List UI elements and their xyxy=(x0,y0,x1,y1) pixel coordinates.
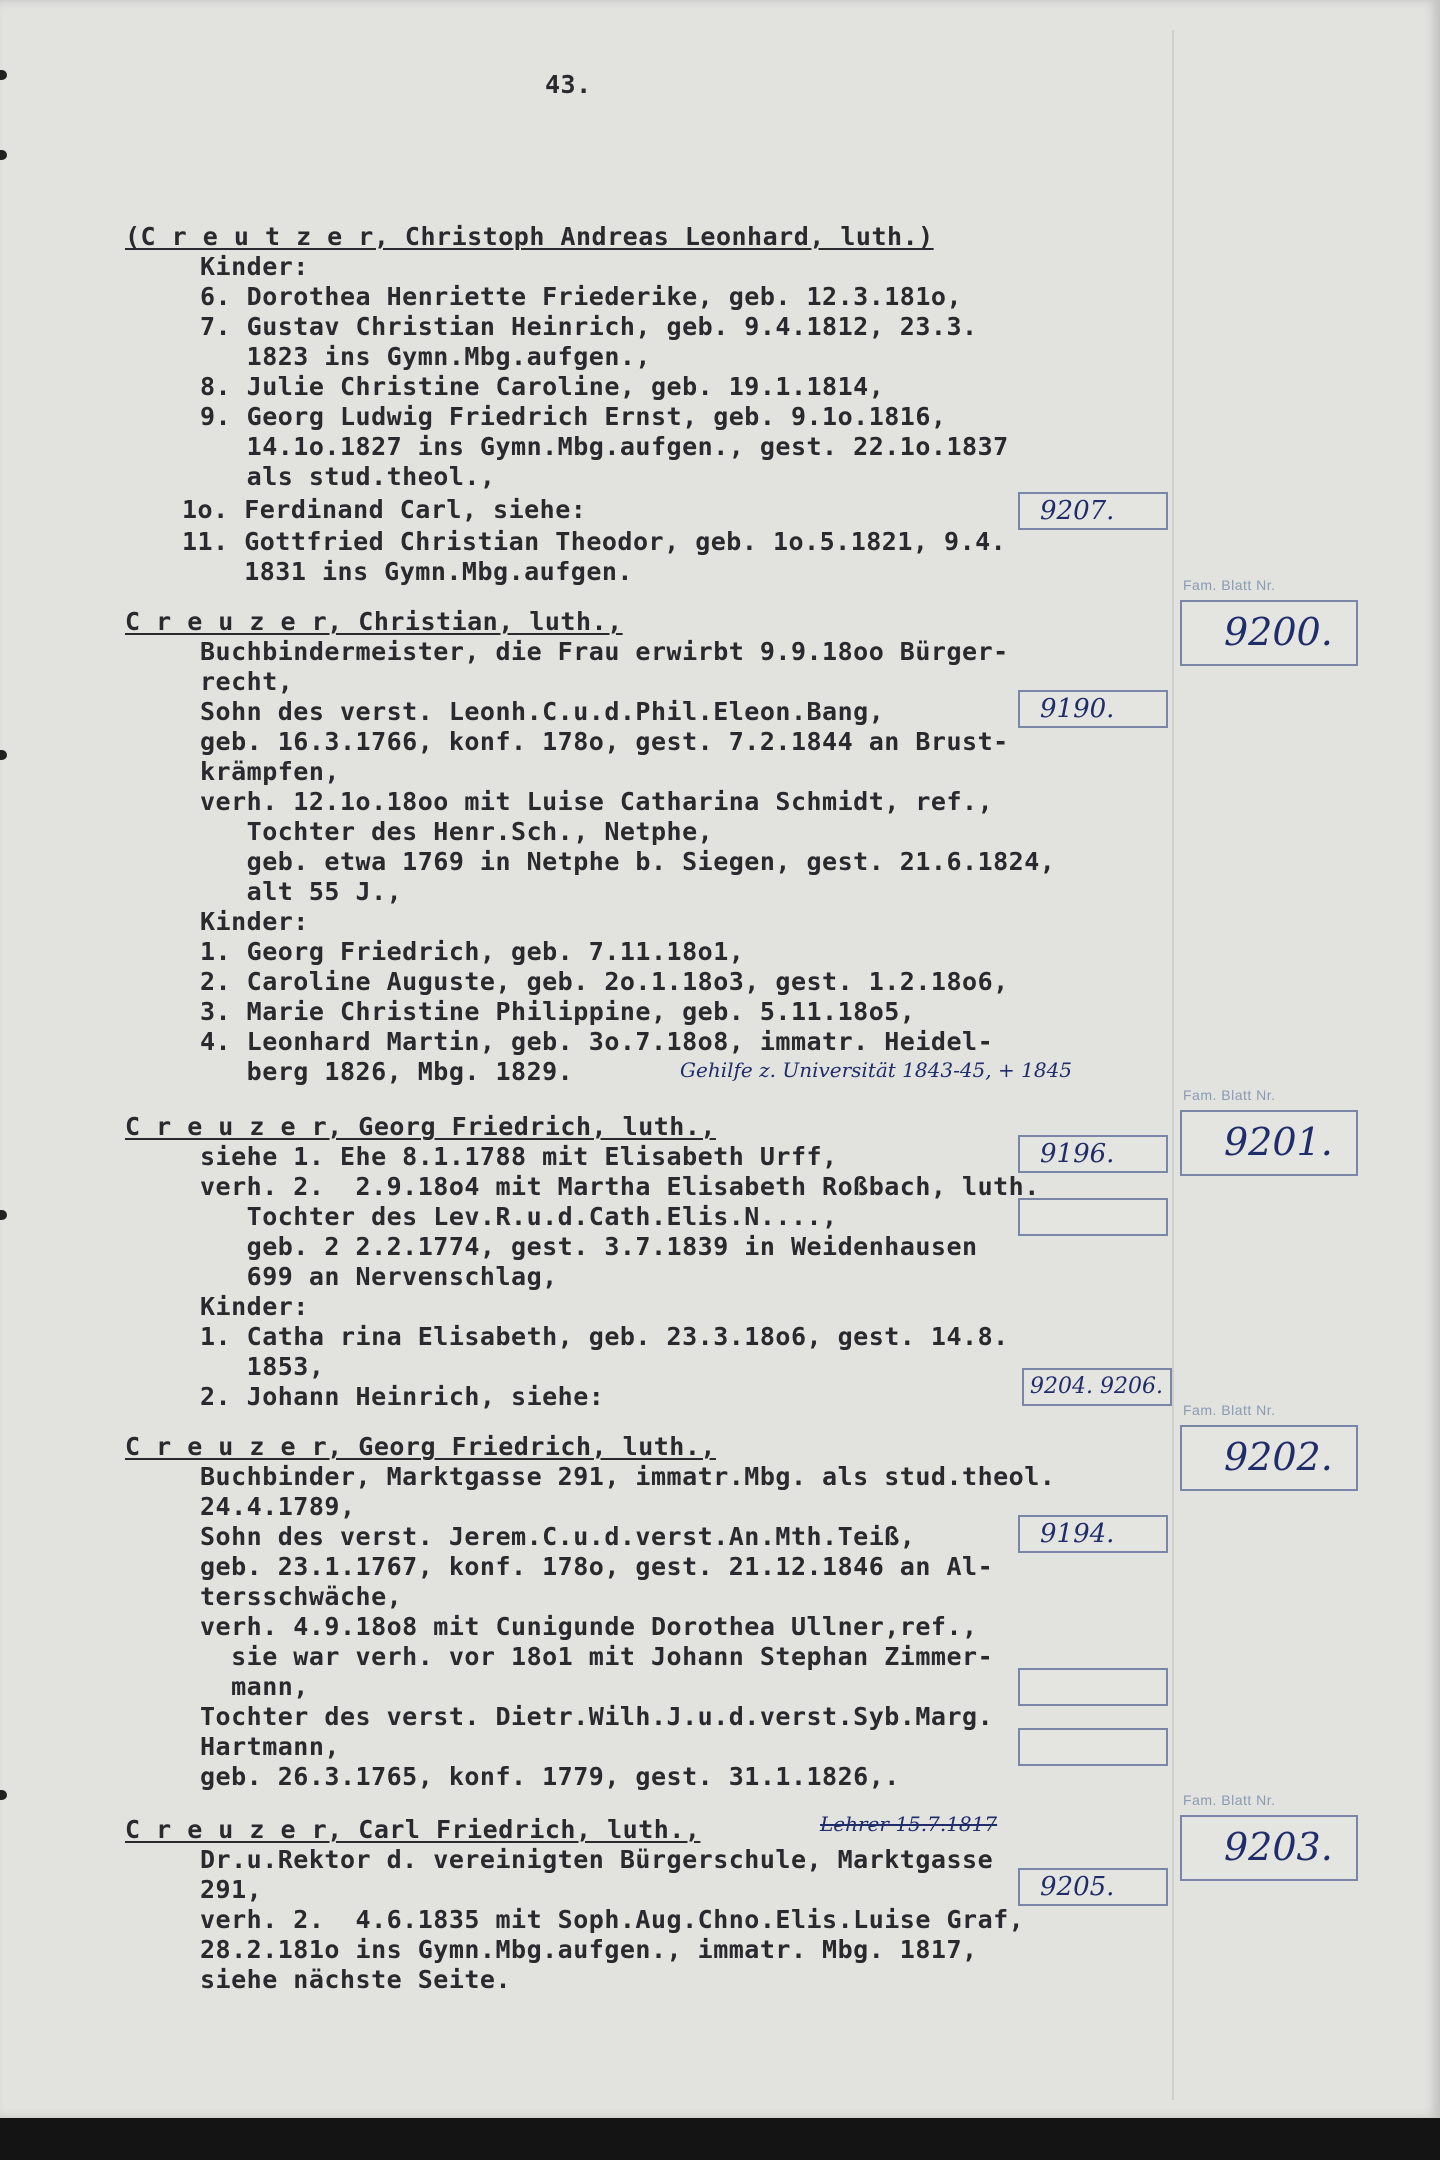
text-line: Kinder: xyxy=(200,907,309,936)
text-line: siehe nächste Seite. xyxy=(200,1965,512,1994)
text-line: recht, xyxy=(200,667,294,696)
text-line: geb. 2 2.2.1774, gest. 3.7.1839 in Weidenhausen xyxy=(200,1232,978,1261)
fam-blatt-label: Fam. Blatt Nr. xyxy=(1183,1087,1276,1103)
punch-hole xyxy=(0,750,7,760)
family-sheet-box: 9202. xyxy=(1180,1425,1358,1491)
scan-border xyxy=(0,2118,1440,2160)
text-line: sie war verh. vor 18o1 mit Johann Stephan Zimmer- xyxy=(200,1642,994,1671)
text-line: 699 an Nervenschlag, xyxy=(200,1262,558,1291)
text-line: Buchbinder, Marktgasse 291, immatr.Mbg. als stud.theol. xyxy=(200,1462,1056,1491)
text-line: 14.1o.1827 ins Gymn.Mbg.aufgen., gest. 22.1o.1837 xyxy=(200,432,1009,461)
text-line: als stud.theol., xyxy=(200,462,496,491)
entry-heading: C r e u z e r, Georg Friedrich, luth., xyxy=(125,1432,716,1461)
text-line: Hartmann, xyxy=(200,1732,340,1761)
entry-heading: C r e u z e r, Christian, luth., xyxy=(125,607,623,636)
reference-box: 9205. xyxy=(1018,1868,1168,1906)
family-sheet-box: 9201. xyxy=(1180,1110,1358,1176)
text-line: geb. 16.3.1766, konf. 178o, gest. 7.2.1844 an Brust- xyxy=(200,727,1009,756)
text-line: geb. etwa 1769 in Netphe b. Siegen, gest. 21.6.1824, xyxy=(200,847,1056,876)
text-line: verh. 2. 2.9.18o4 mit Martha Elisabeth Roßbach, luth. xyxy=(200,1172,1040,1201)
text-line: tersschwäche, xyxy=(200,1582,403,1611)
page-number: 43. xyxy=(545,70,592,99)
text-line: 24.4.1789, xyxy=(200,1492,356,1521)
text-line: Tochter des Lev.R.u.d.Cath.Elis.N...., xyxy=(200,1202,838,1231)
text-line: mann, xyxy=(200,1672,309,1701)
family-sheet-box: 9200. xyxy=(1180,600,1358,666)
handwritten-note: Gehilfe z. Universität 1843-45, + 1845 xyxy=(680,1058,1073,1082)
entry-heading: (C r e u t z e r, Christoph Andreas Leonhard, luth.) xyxy=(125,222,934,251)
text-line: berg 1826, Mbg. 1829. xyxy=(200,1057,574,1086)
text-line: Kinder: xyxy=(200,1292,309,1321)
entry-heading: C r e u z e r, Carl Friedrich, luth., xyxy=(125,1815,701,1844)
text-line: Tochter des verst. Dietr.Wilh.J.u.d.verst.Syb.Marg. xyxy=(200,1702,994,1731)
text-line: 1831 ins Gymn.Mbg.aufgen. xyxy=(182,557,633,586)
handwritten-note: Lehrer 15.7.1817 xyxy=(820,1812,998,1836)
text-line: 1. Georg Friedrich, geb. 7.11.18o1, xyxy=(200,937,745,966)
punch-hole xyxy=(0,1210,7,1220)
text-line: Kinder: xyxy=(200,252,309,281)
text-line: krämpfen, xyxy=(200,757,340,786)
punch-hole xyxy=(0,70,7,80)
text-line: Tochter des Henr.Sch., Netphe, xyxy=(200,817,714,846)
reference-box: 9204. 9206. xyxy=(1022,1368,1172,1406)
fam-blatt-label: Fam. Blatt Nr. xyxy=(1183,577,1276,593)
text-line: 8. Julie Christine Caroline, geb. 19.1.1814, xyxy=(200,372,885,401)
text-line: Sohn des verst. Jerem.C.u.d.verst.An.Mth.Teiß, xyxy=(200,1522,916,1551)
text-line: 3. Marie Christine Philippine, geb. 5.11.18o5, xyxy=(200,997,916,1026)
text-line: 1. Catha rina Elisabeth, geb. 23.3.18o6, gest. 14.8. xyxy=(200,1322,1009,1351)
margin-rule xyxy=(1172,30,1174,2100)
text-line: Sohn des verst. Leonh.C.u.d.Phil.Eleon.Bang, xyxy=(200,697,885,726)
text-line: 1853, xyxy=(200,1352,325,1381)
reference-box xyxy=(1018,1728,1168,1766)
text-line: 4. Leonhard Martin, geb. 3o.7.18o8, immatr. Heidel- xyxy=(200,1027,994,1056)
reference-box: 9190. xyxy=(1018,690,1168,728)
family-sheet-box: 9203. xyxy=(1180,1815,1358,1881)
text-line: geb. 26.3.1765, konf. 1779, gest. 31.1.1826,. xyxy=(200,1762,900,1791)
reference-box xyxy=(1018,1198,1168,1236)
text-line: 7. Gustav Christian Heinrich, geb. 9.4.1812, 23.3. xyxy=(200,312,978,341)
text-line: geb. 23.1.1767, konf. 178o, gest. 21.12.1846 an Al- xyxy=(200,1552,994,1581)
text-line: 2. Johann Heinrich, siehe: xyxy=(200,1382,605,1411)
text-line: alt 55 J., xyxy=(200,877,403,906)
text-line: 28.2.181o ins Gymn.Mbg.aufgen., immatr. Mbg. 1817, xyxy=(200,1935,978,1964)
fam-blatt-label: Fam. Blatt Nr. xyxy=(1183,1792,1276,1808)
text-line: 1o. Ferdinand Carl, siehe: xyxy=(182,495,587,524)
reference-box xyxy=(1018,1668,1168,1706)
fam-blatt-label: Fam. Blatt Nr. xyxy=(1183,1402,1276,1418)
text-line: Dr.u.Rektor d. vereinigten Bürgerschule, Marktgasse xyxy=(200,1845,994,1874)
reference-box: 9194. xyxy=(1018,1515,1168,1553)
entry-heading: C r e u z e r, Georg Friedrich, luth., xyxy=(125,1112,716,1141)
text-line: 291, xyxy=(200,1875,263,1904)
text-line: 11. Gottfried Christian Theodor, geb. 1o.5.1821, 9.4. xyxy=(182,527,1007,556)
text-line: 9. Georg Ludwig Friedrich Ernst, geb. 9.1o.1816, xyxy=(200,402,947,431)
text-line: verh. 12.1o.18oo mit Luise Catharina Schmidt, ref., xyxy=(200,787,994,816)
reference-box: 9207. xyxy=(1018,492,1168,530)
text-line: 2. Caroline Auguste, geb. 2o.1.18o3, gest. 1.2.18o6, xyxy=(200,967,1009,996)
text-line: verh. 2. 4.6.1835 mit Soph.Aug.Chno.Elis.Luise Graf, xyxy=(200,1905,1025,1934)
punch-hole xyxy=(0,150,7,160)
reference-box: 9196. xyxy=(1018,1135,1168,1173)
text-line: verh. 4.9.18o8 mit Cunigunde Dorothea Ullner,ref., xyxy=(200,1612,978,1641)
text-line: 1823 ins Gymn.Mbg.aufgen., xyxy=(200,342,651,371)
text-line: 6. Dorothea Henriette Friederike, geb. 12.3.181o, xyxy=(200,282,963,311)
punch-hole xyxy=(0,1790,7,1800)
text-line: siehe 1. Ehe 8.1.1788 mit Elisabeth Urff, xyxy=(200,1142,838,1171)
text-line: Buchbindermeister, die Frau erwirbt 9.9.18oo Bürger- xyxy=(200,637,1009,666)
